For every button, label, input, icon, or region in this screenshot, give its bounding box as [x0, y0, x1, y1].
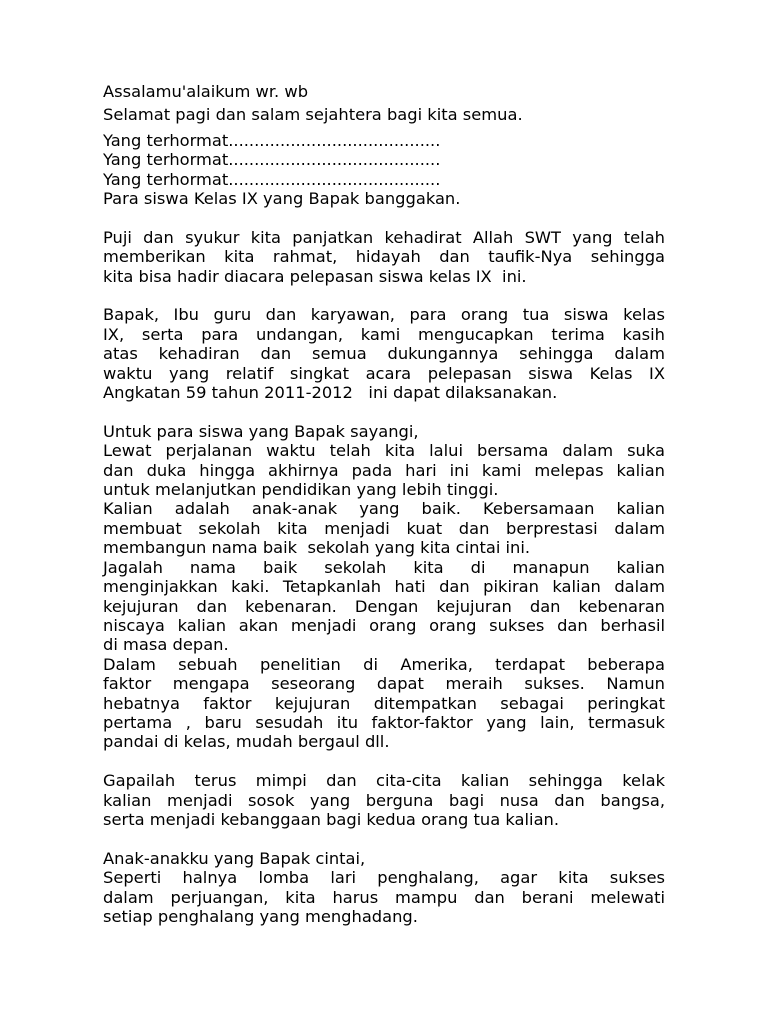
paragraph-students-message — [103, 422, 665, 752]
paragraph-line: pertama , baru sesudah itu faktor-faktor yang lain, termasuk — [103, 712, 665, 732]
paragraph-line: dalam perjuangan, kita harus mampu dan berani melewati — [103, 887, 665, 907]
paragraph-line: di masa depan. — [103, 635, 229, 655]
paragraph-line: pandai di kelas, mudah bergaul dll. — [103, 732, 390, 752]
speech-document — [103, 82, 665, 926]
paragraph-line: faktor mengapa seseorang dapat meraih sukses. Namun — [103, 674, 665, 694]
paragraph-line: Lewat perjalanan waktu telah kita lalui bersama dalam suka — [103, 441, 665, 461]
paragraph-line: membuat sekolah kita menjadi kuat dan berprestasi dalam — [103, 518, 665, 538]
paragraph-closing — [103, 849, 665, 927]
paragraph-line: dan duka hingga akhirnya pada hari ini kami melepas kalian — [103, 460, 665, 480]
respect-line: Yang terhormat......................................... — [103, 150, 441, 170]
paragraph-line: kita bisa hadir diacara pelepasan siswa kelas IX ini. — [103, 266, 527, 286]
paragraph-line: Puji dan syukur kita panjatkan kehadirat Allah SWT yang telah — [103, 227, 665, 247]
paragraph-line: memberikan kita rahmat, hidayah dan taufik-Nya sehingga — [103, 247, 665, 267]
paragraph-line: Seperti halnya lomba lari penghalang, agar kita sukses — [103, 868, 665, 888]
paragraph-line: niscaya kalian akan menjadi orang orang sukses dan berhasil — [103, 615, 665, 635]
paragraph-line: Anak-anakku yang Bapak cintai, — [103, 848, 366, 868]
paragraph-line: Untuk para siswa yang Bapak sayangi, — [103, 421, 419, 441]
greeting: Assalamu'alaikum wr. wb — [103, 82, 309, 101]
students-line: Para siswa Kelas IX yang Bapak banggakan. — [103, 189, 461, 209]
paragraph-line: Bapak, Ibu guru dan karyawan, para orang tua siswa kelas — [103, 305, 665, 325]
paragraph-line: Angkatan 59 tahun 2011-2012 ini dapat dilaksanakan. — [103, 383, 558, 403]
welcome-line: Selamat pagi dan salam sejahtera bagi kita semua. — [103, 105, 523, 125]
paragraph-line: IX, serta para undangan, kami mengucapkan terima kasih — [103, 324, 665, 344]
paragraph-line: setiap penghalang yang menghadang. — [103, 906, 418, 926]
paragraph-line: atas kehadiran dan semua dukungannya sehingga dalam — [103, 344, 665, 364]
paragraph-line: Jagalah nama baik sekolah kita di manapun kalian — [103, 557, 665, 577]
paragraph-line: kejujuran dan kebenaran. Dengan kejujuran dan kebenaran — [103, 596, 665, 616]
paragraph-line: Gapailah terus mimpi dan cita-cita kalian sehingga kelak — [103, 771, 665, 791]
paragraph-line: serta menjadi kebanggaan bagi kedua orang tua kalian. — [103, 809, 560, 829]
paragraph-line: menginjakkan kaki. Tetapkanlah hati dan pikiran kalian dalam — [103, 577, 665, 597]
paragraph-line: kalian menjadi sosok yang berguna bagi nusa dan bangsa, — [103, 790, 665, 810]
paragraph-line: Dalam sebuah penelitian di Amerika, terdapat beberapa — [103, 654, 665, 674]
paragraph-thanks — [103, 305, 665, 402]
paragraph-line: waktu yang relatif singkat acara pelepasan siswa Kelas IX — [103, 363, 665, 383]
paragraph-dreams — [103, 771, 665, 829]
paragraph-line: hebatnya faktor kejujuran ditempatkan sebagai peringkat — [103, 693, 665, 713]
paragraph-line: untuk melanjutkan pendidikan yang lebih tinggi. — [103, 480, 499, 500]
respect-line: Yang terhormat......................................... — [103, 130, 441, 150]
respect-line: Yang terhormat......................................... — [103, 169, 441, 189]
paragraph-gratitude — [103, 228, 665, 286]
paragraph-line: membangun nama baik sekolah yang kita cintai ini. — [103, 538, 531, 558]
paragraph-line: Kalian adalah anak-anak yang baik. Kebersamaan kalian — [103, 499, 665, 519]
